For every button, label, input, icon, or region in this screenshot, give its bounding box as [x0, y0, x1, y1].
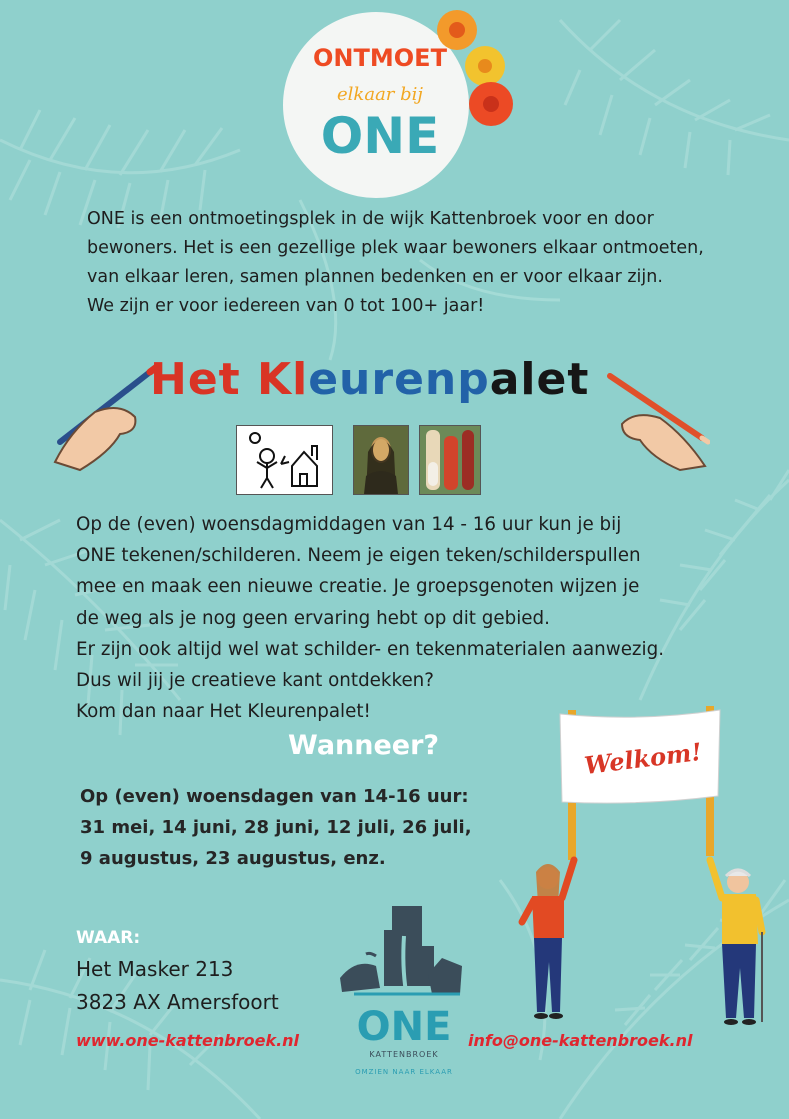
- description-line: Dus wil jij je creatieve kant ontdekken?: [76, 670, 434, 692]
- dates-line: 31 mei, 14 juni, 28 juni, 12 juli, 26 juli,: [80, 817, 472, 838]
- dates-line: Op (even) woensdagen van 14-16 uur:: [80, 786, 469, 807]
- footer-logo-tagline: OMZIEN NAAR ELKAAR: [355, 1068, 453, 1076]
- description-line: de weg als je nog geen ervaring hebt op dit gebied.: [76, 607, 550, 629]
- dates-line: 9 augustus, 23 augustus, enz.: [80, 848, 386, 869]
- email-link[interactable]: info@one-kattenbroek.nl: [468, 1031, 693, 1050]
- website-link[interactable]: www.one-kattenbroek.nl: [76, 1031, 300, 1050]
- intro-line: bewoners. Het is een gezellige plek waar bewoners elkaar ontmoeten,: [87, 238, 704, 258]
- logo-ontmoet-text: ONTMOET: [313, 44, 447, 72]
- dates-block: [80, 781, 472, 874]
- address-line: Het Masker 213: [76, 957, 234, 981]
- description-line: mee en maak een nieuwe creatie. Je groepsgenoten wijzen je: [76, 576, 640, 598]
- title-part: alet: [489, 354, 590, 405]
- description-paragraph: [76, 509, 776, 727]
- description-line: ONE tekenen/schilderen. Neem je eigen teken/schilderspullen: [76, 545, 641, 567]
- left-hand-brush-illustration: [50, 362, 160, 474]
- city-skyline-logo: [336, 896, 472, 1008]
- right-hand-pencil-illustration: [600, 366, 710, 472]
- title-part: eurenp: [308, 354, 490, 405]
- title-het-kleurenpalet: [150, 354, 589, 405]
- child-drawing-image: [236, 425, 333, 495]
- mona-lisa-image: [353, 425, 409, 495]
- logo-one-text: ONE: [320, 107, 440, 165]
- intro-paragraph: [87, 205, 727, 321]
- wanneer-heading: Wanneer?: [288, 730, 440, 761]
- description-line: Kom dan naar Het Kleurenpalet!: [76, 701, 371, 723]
- title-part: Het Kl: [150, 354, 309, 405]
- intro-line: We zijn er voor iedereen van 0 tot 100+ jaar!: [87, 296, 485, 316]
- logo-elkaar-bij-text: elkaar bij: [337, 84, 423, 105]
- intro-line: ONE is een ontmoetingsplek in de wijk Kattenbroek voor en door: [87, 209, 654, 229]
- footer-logo-kattenbroek: KATTENBROEK: [369, 1050, 439, 1059]
- intro-line: van elkaar leren, samen plannen bedenken en er voor elkaar zijn.: [87, 267, 663, 287]
- abstract-painting-image: [419, 425, 481, 495]
- address-line: 3823 AX Amersfoort: [76, 990, 279, 1014]
- footer-logo-one: ONE: [356, 1004, 452, 1050]
- welcome-sign-text: Welkom!: [582, 736, 704, 781]
- waar-label: WAAR:: [76, 928, 141, 948]
- description-line: Op de (even) woensdagmiddagen van 14 - 16 uur kun je bij: [76, 514, 622, 535]
- description-line: Er zijn ook altijd wel wat schilder- en tekenmaterialen aanwezig.: [76, 638, 665, 660]
